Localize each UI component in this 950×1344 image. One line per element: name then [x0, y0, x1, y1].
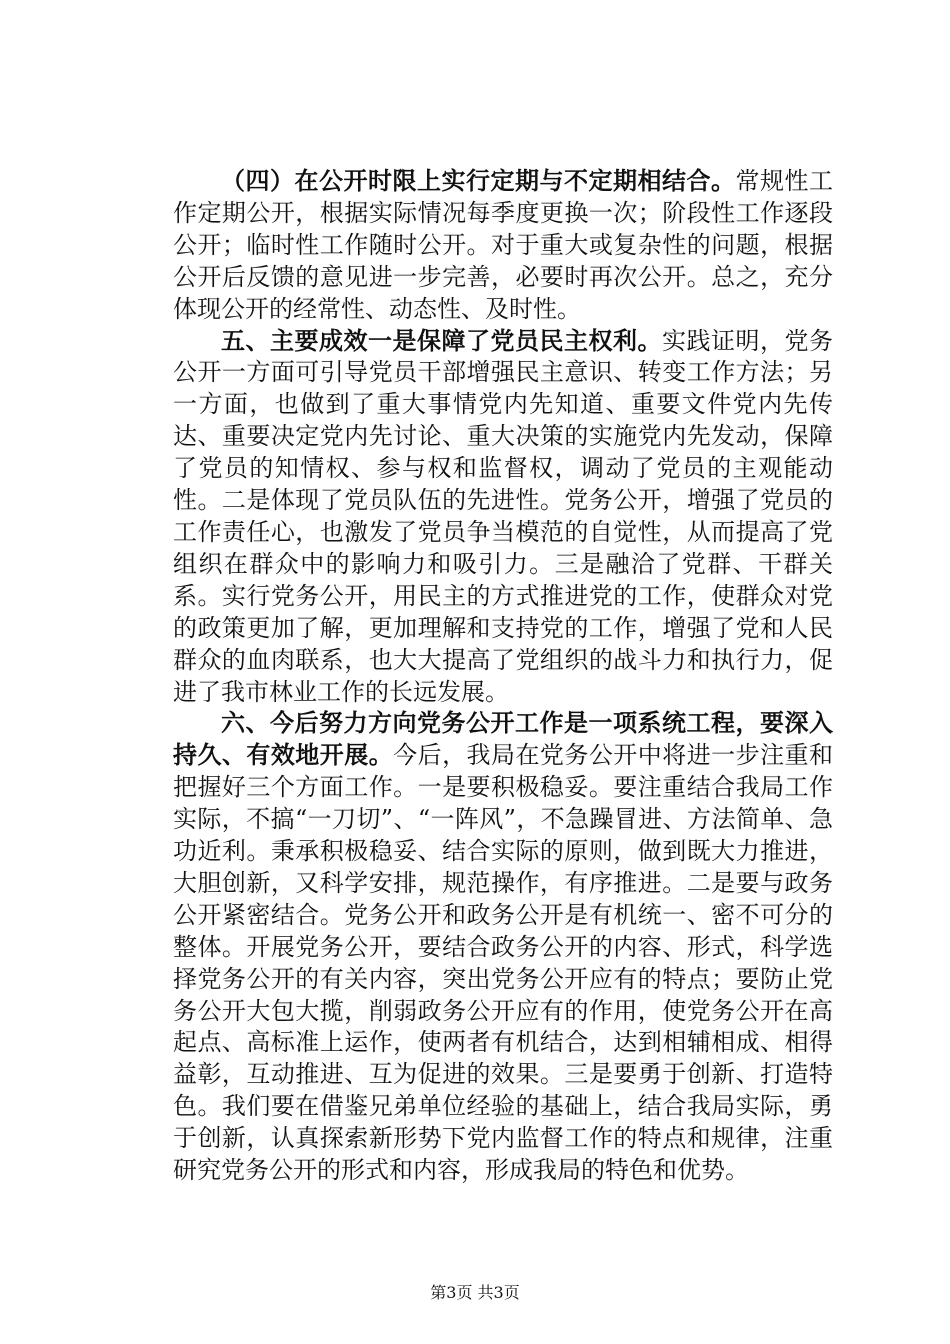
paragraph-section-4 [173, 166, 833, 326]
paragraph-section-5 [173, 326, 833, 709]
document-body [173, 166, 833, 1187]
paragraph-text: 实践证明，党务公开一方面可引导党员干部增强民主意识、转变工作方法；另一方面，也做到了重大事情党内先知道、重要文件党内先传达、重要决定党内先讨论、重大决策的实施党内先发动，保障了党员的知情权、参与权和监督权，调动了党员的主观能动性。二是体现了党员队伍的先进性。党务公开，增强了党员的工作责任心，也激发了党员争当模范的自觉性，从而提高了党组织在群众中的影响力和吸引力。三是融洽了党群、干群关系。实行党务公开，用民主的方式推进党的工作，使群众对党的政策更加了解，更加理解和支持党的工作，增强了党和人民群众的血肉联系，也大大提高了党组织的战斗力和执行力，促进了我市林业工作的长远发展。 [173, 326, 833, 706]
paragraph-heading: 六、今后努力方向党务公开工作是一项系统工程，要深入持久、有效地开展。 [173, 709, 833, 770]
page-number-footer: 第3页 共3页 [430, 1283, 520, 1302]
paragraph-heading: （四）在公开时限上实行定期与不定期相结合。 [221, 167, 736, 195]
paragraph-heading: 五、主要成效一是保障了党员民主权利。 [221, 326, 662, 355]
paragraph-text: 今后，我局在党务公开中将进一步注重和把握好三个方面工作。一是要积极稳妥。要注重结合我局工作实际，不搞“一刀切”、“一阵风”，不急躁冒进、方法简单、急功近利。秉承积极稳妥、结合实际的原则，做到既大力推进，大胆创新，又科学安排，规范操作，有序推进。二是要与政务公开紧密结合。党务公开和政务公开是有机统一、密不可分的整体。开展党务公开，要结合政务公开的内容、形式，科学选择党务公开的有关内容，突出党务公开应有的特点；要防止党务公开大包大揽，削弱政务公开应有的作用，使党务公开在高起点、高标准上运作，使两者有机结合，达到相辅相成、相得益彰，互动推进、互为促进的效果。三是要勇于创新、打造特色。我们要在借鉴兄弟单位经验的基础上，结合我局实际，勇于创新，认真探索新形势下党内监督工作的特点和规律，注重研究党务公开的形式和内容，形成我局的特色和优势。 [173, 741, 834, 1185]
paragraph-section-6 [173, 708, 833, 1187]
paragraph-text: 常规性工作定期公开，根据实际情况每季度更换一次；阶段性工作逐段公开；临时性工作随时公开。对于重大或复杂性的问题，根据公开后反馈的意见进一步完善，必要时再次公开。总之，充分体现公开的经常性、动态性、及时性。 [173, 167, 833, 323]
